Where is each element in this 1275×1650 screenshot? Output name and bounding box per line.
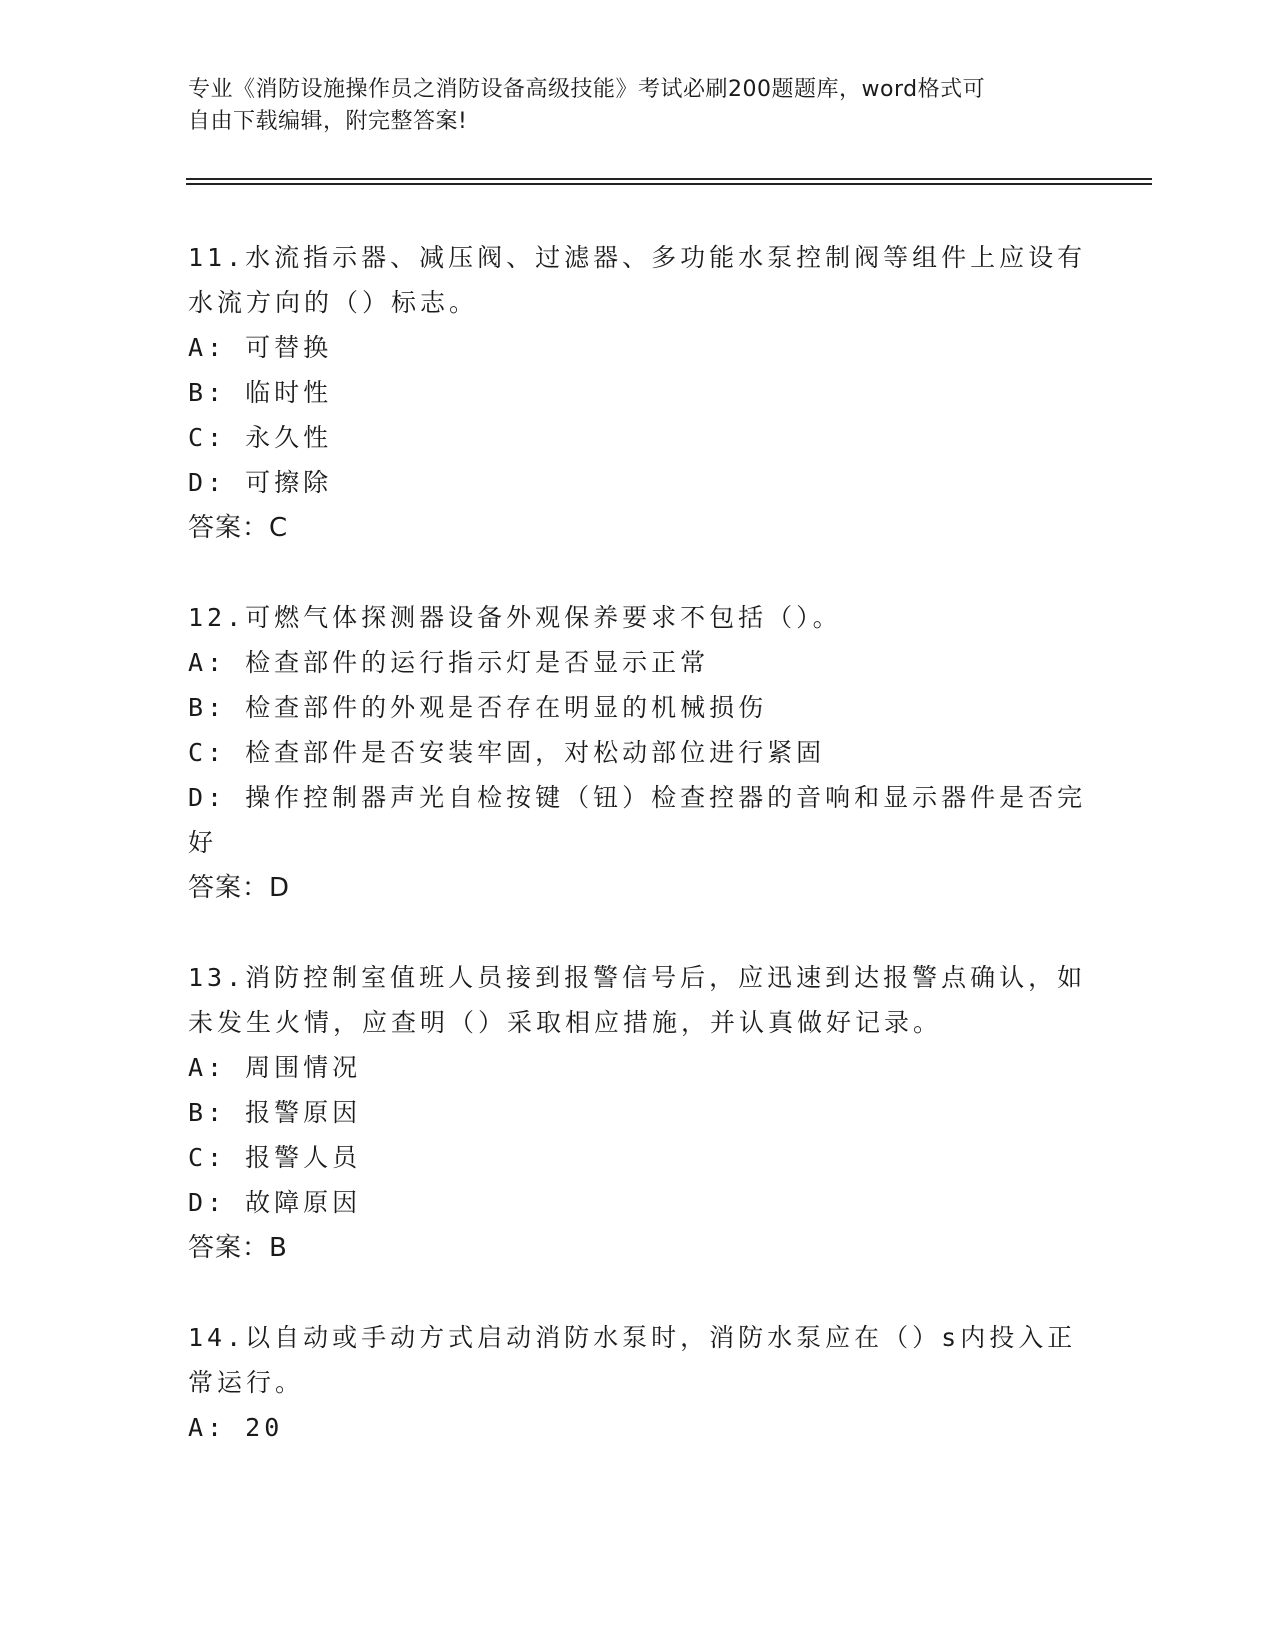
option-c: C: 检查部件是否安装牢固，对松动部位进行紧固	[188, 738, 826, 767]
header-rule-top	[186, 178, 1152, 180]
question-13	[188, 955, 1088, 1271]
option-d: D: 操作控制器声光自检按键（钮）检查控器的音响和显示器件是否完好	[188, 783, 1087, 857]
option-a: A: 可替换	[188, 333, 333, 362]
question-14	[188, 1315, 1088, 1450]
question-12	[188, 595, 1088, 911]
header-line-1: 专业《消防设施操作员之消防设备高级技能》考试必刷200题题库，word格式可	[188, 77, 986, 102]
question-list	[188, 235, 1088, 1494]
option-b: B: 临时性	[188, 378, 333, 407]
option-a: A: 周围情况	[188, 1053, 362, 1082]
answer-line: 答案：C	[188, 513, 289, 543]
question-text: 12.可燃气体探测器设备外观保养要求不包括（）。	[188, 603, 842, 632]
question-text: 11.水流指示器、减压阀、过滤器、多功能水泵控制阀等组件上应设有水流方向的（）标志。	[188, 243, 1087, 317]
header-line-2: 自由下载编辑，附完整答案!	[188, 109, 468, 134]
option-d: D: 可擦除	[188, 468, 333, 497]
question-11	[188, 235, 1088, 551]
option-a: A: 20	[188, 1413, 284, 1442]
option-a: A: 检查部件的运行指示灯是否显示正常	[188, 648, 710, 677]
option-c: C: 永久性	[188, 423, 333, 452]
question-text: 13.消防控制室值班人员接到报警信号后，应迅速到达报警点确认，如未发生火情，应查明（）采取相应措施，并认真做好记录。	[188, 963, 1087, 1037]
question-text: 14.以自动或手动方式启动消防水泵时，消防水泵应在（）s内投入正常运行。	[188, 1323, 1077, 1397]
option-d: D: 故障原因	[188, 1188, 362, 1217]
header-rule-bottom	[186, 183, 1152, 185]
document-header	[188, 74, 1068, 138]
option-b: B: 报警原因	[188, 1098, 362, 1127]
answer-line: 答案：D	[188, 873, 291, 903]
option-b: B: 检查部件的外观是否存在明显的机械损伤	[188, 693, 768, 722]
option-c: C: 报警人员	[188, 1143, 362, 1172]
answer-line: 答案：B	[188, 1233, 288, 1263]
